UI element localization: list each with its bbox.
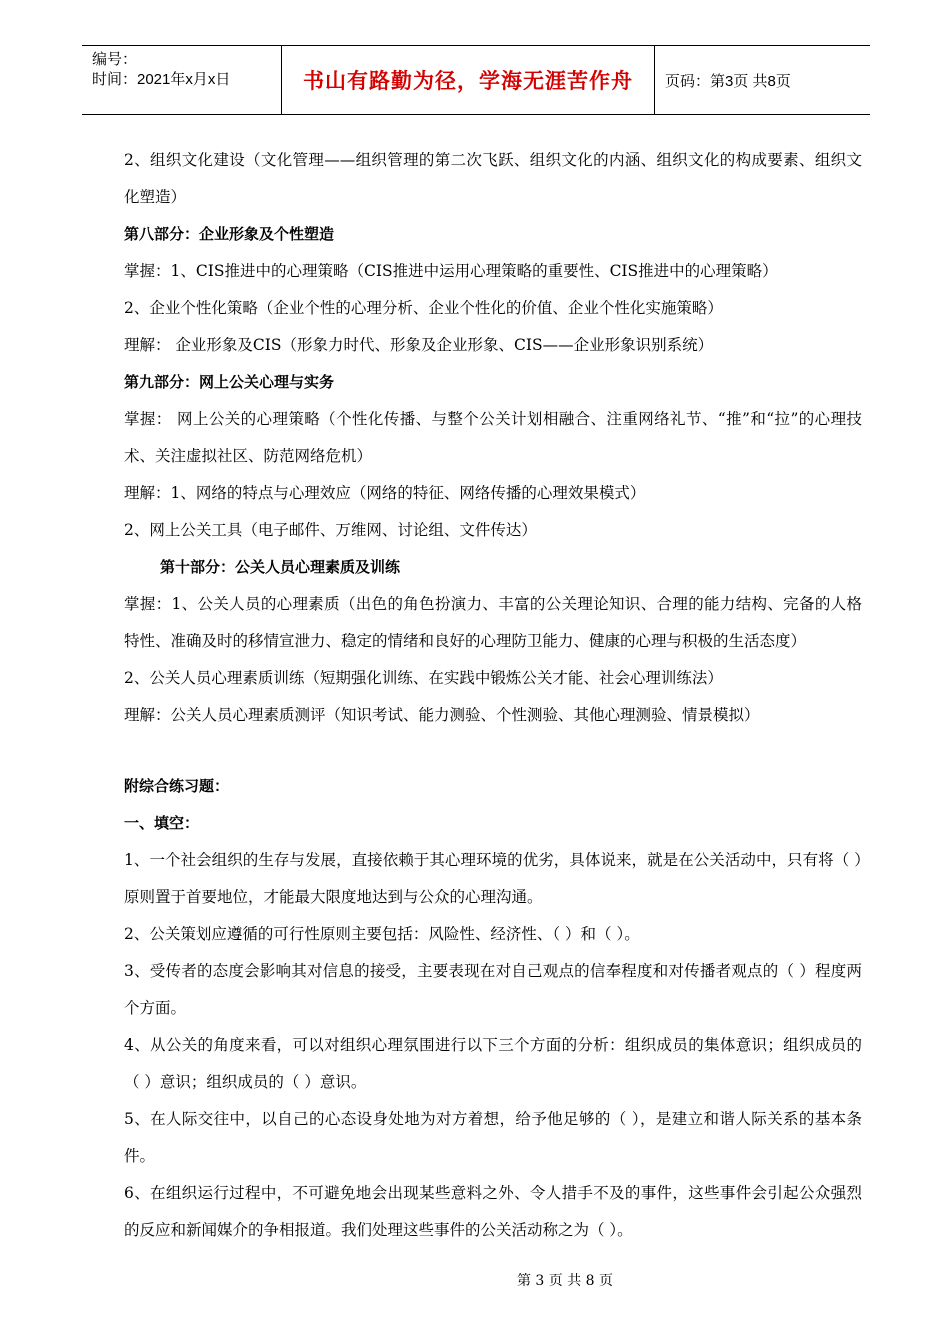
paragraph: 2、企业个性化策略（企业个性的心理分析、企业个性化的价值、企业个性化实施策略） [124, 299, 723, 317]
document-body [92, 142, 862, 1249]
paragraph: 2、组织文化建设（文化管理——组织管理的第二次飞跃、组织文化的内涵、组织文化的构成要素、组织文化塑造） [124, 151, 862, 206]
spacer [92, 734, 862, 768]
question: 4、从公关的角度来看，可以对组织心理氛围进行以下三个方面的分析：组织成员的集体意识；组织成员的 （ ）意识；组织成员的（ ）意识。 [124, 1036, 862, 1091]
time-label: 时间：2021年x月x日 [92, 71, 231, 88]
header-left [82, 46, 282, 114]
question: 5、在人际交往中，以自己的心态设身处地为对方着想，给予他足够的（ ），是建立和谐人际关系的基本条件。 [124, 1110, 862, 1165]
header-motto: 书山有路勤为径，学海无涯苦作舟 [282, 46, 655, 114]
page-header [82, 45, 870, 115]
section-heading-9: 第九部分：网上公关心理与实务 [124, 373, 335, 391]
number-label: 编号： [92, 51, 138, 68]
question: 2、公关策划应遵循的可行性原则主要包括：风险性、经济性、（ ）和（ ）。 [124, 925, 640, 943]
page-footer: 第 3 页 共 8 页 [516, 1273, 614, 1289]
question: 3、受传者的态度会影响其对信息的接受，主要表现在对自己观点的信奉程度和对传播者观点的（ ）程度两个方面。 [124, 962, 862, 1017]
paragraph: 掌握：1、CIS推进中的心理策略（CIS推进中运用心理策略的重要性、CIS推进中的心理策略） [124, 262, 778, 280]
paragraph: 理解：公关人员心理素质测评（知识考试、能力测验、个性测验、其他心理测验、情景模拟） [124, 706, 760, 724]
header-page-info: 页码：第3页 共8页 [665, 72, 791, 90]
paragraph: 掌握：1、公关人员的心理素质（出色的角色扮演力、丰富的公关理论知识、合理的能力结构、完备的人格特性、准确及时的移情宣泄力、稳定的情绪和良好的心理防卫能力、健康的心理与积极的生活态度） [124, 595, 862, 650]
paragraph: 理解：1、网络的特点与心理效应（网络的特征、网络传播的心理效果模式） [124, 484, 646, 502]
question: 1、一个社会组织的生存与发展，直接依赖于其心理环境的优劣，具体说来，就是在公关活动中，只有将（ ）原则置于首要地位，才能最大限度地达到与公众的心理沟通。 [124, 851, 862, 906]
paragraph: 2、公关人员心理素质训练（短期强化训练、在实践中锻炼公关才能、社会心理训练法） [124, 669, 723, 687]
section-heading-8: 第八部分：企业形象及个性塑造 [124, 225, 335, 243]
exercises-heading: 附综合练习题： [124, 777, 230, 795]
paragraph: 掌握： 网上公关的心理策略（个性化传播、与整个公关计划相融合、注重网络礼节、“推”和“拉”的心理技术、关注虚拟社区、防范网络危机） [124, 410, 862, 465]
fill-blank-heading: 一、填空： [124, 814, 200, 832]
section-heading-10: 第十部分：公关人员心理素质及训练 [160, 558, 401, 576]
paragraph: 理解： 企业形象及CIS（形象力时代、形象及企业形象、CIS——企业形象识别系统） [124, 336, 714, 354]
question: 6、在组织运行过程中，不可避免地会出现某些意料之外、令人措手不及的事件，这些事件会引起公众强烈的反应和新闻媒介的争相报道。我们处理这些事件的公关活动称之为（ ）。 [124, 1184, 862, 1239]
paragraph: 2、网上公关工具（电子邮件、万维网、讨论组、文件传达） [124, 521, 537, 539]
